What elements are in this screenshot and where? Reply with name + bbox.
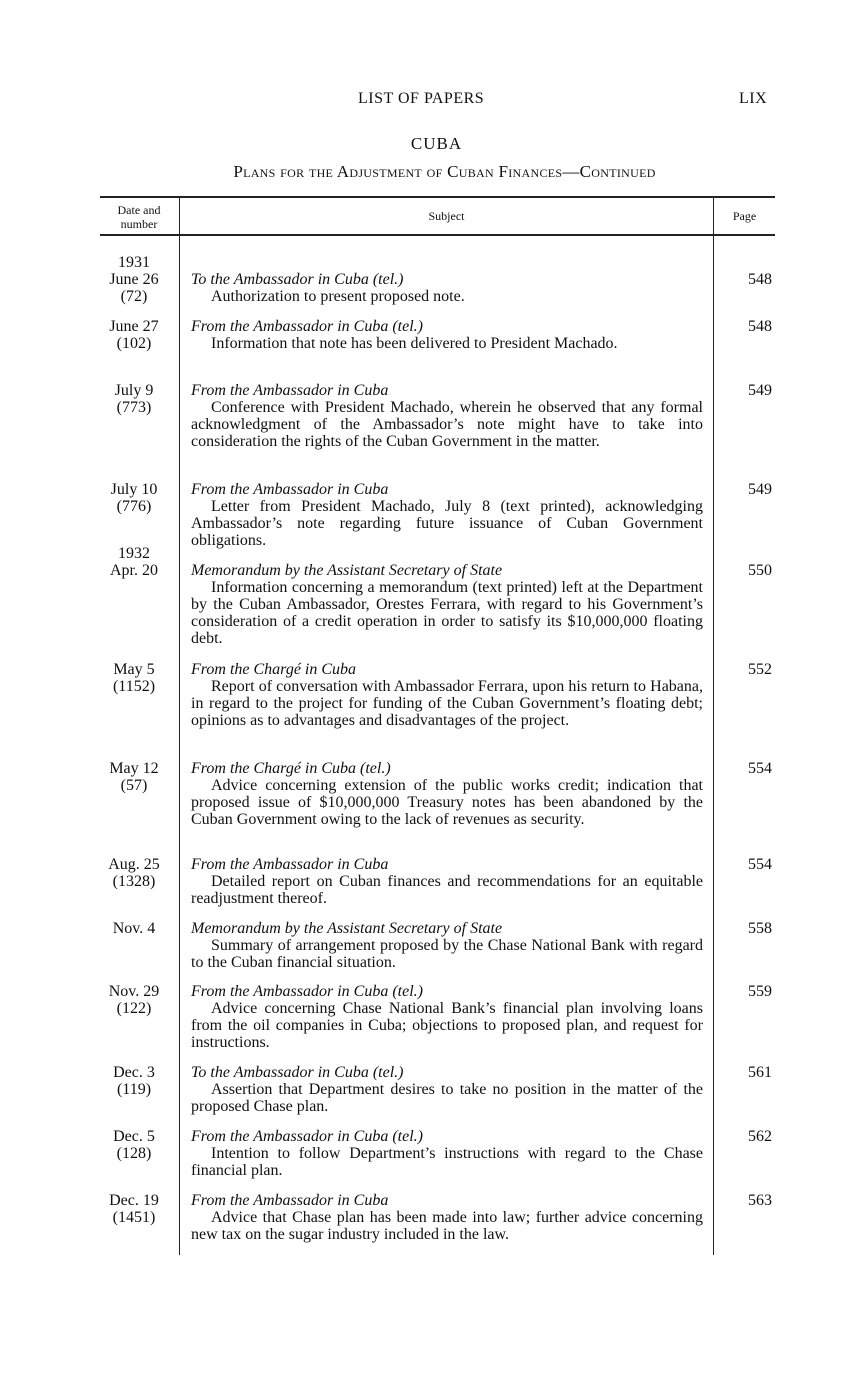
date-column-divider bbox=[179, 197, 180, 1255]
entry-subject bbox=[191, 856, 703, 907]
table-header-rule bbox=[100, 234, 775, 236]
date-line: Dec. 3 bbox=[113, 1064, 155, 1081]
entry-page: 554 bbox=[748, 856, 772, 873]
entry-date bbox=[100, 1128, 168, 1162]
date-line: (72) bbox=[120, 288, 148, 305]
entry-description: Information that note has been delivered to President Machado. bbox=[211, 335, 618, 352]
entry-page: 548 bbox=[748, 318, 772, 335]
subject-column-header: Subject bbox=[428, 209, 465, 223]
entry-page: 552 bbox=[748, 661, 772, 678]
entry-page: 561 bbox=[748, 1064, 772, 1081]
date-line: Nov. 29 bbox=[108, 983, 160, 1000]
entry-description: Information concerning a memorandum (text printed) left at the Department by the Cuban Ambassador, Orestes Ferrara, with regard to his Government’s consideration of a credit operation in order to satisfy its $10,000,000 floating debt. bbox=[191, 579, 703, 647]
running-title: LIST OF PAPERS bbox=[358, 90, 485, 107]
date-line: (57) bbox=[120, 777, 148, 794]
date-line: (119) bbox=[116, 1081, 152, 1098]
page-folio: LIX bbox=[739, 90, 768, 107]
entry-page: 562 bbox=[748, 1128, 772, 1145]
entry-description: Advice concerning extension of the public works credit; indication that proposed issue of $10,000,000 Treasury notes has been abandoned by the Cuban Government owing to the lack of revenues as security. bbox=[191, 777, 703, 828]
entry-subject bbox=[191, 1192, 703, 1243]
entry-title: Memorandum by the Assistant Secretary of State bbox=[191, 562, 503, 579]
date-line: May 5 bbox=[113, 661, 155, 678]
entry-subject bbox=[191, 271, 703, 305]
date-line: 1931 bbox=[118, 254, 150, 271]
entry-title: Memorandum by the Assistant Secretary of State bbox=[191, 920, 503, 937]
entry-page: 548 bbox=[748, 271, 772, 288]
entry-title: From the Chargé in Cuba (tel.) bbox=[191, 760, 391, 777]
entry-date bbox=[100, 1192, 168, 1226]
entry-title: From the Ambassador in Cuba bbox=[191, 382, 389, 399]
entry-title: From the Ambassador in Cuba bbox=[191, 481, 389, 498]
date-line: (102) bbox=[116, 335, 152, 352]
entry-page: 549 bbox=[748, 481, 772, 498]
entry-subject bbox=[191, 481, 703, 549]
entry-date bbox=[100, 983, 168, 1017]
entry-date bbox=[100, 856, 168, 890]
entry-subject bbox=[191, 920, 703, 971]
date-line: Aug. 25 bbox=[108, 856, 160, 873]
date-line: June 27 bbox=[109, 318, 159, 335]
entry-subject bbox=[191, 983, 703, 1051]
date-line: July 10 bbox=[110, 481, 158, 498]
entry-title: From the Ambassador in Cuba (tel.) bbox=[191, 318, 423, 335]
entry-title: From the Ambassador in Cuba bbox=[191, 1192, 389, 1209]
running-head bbox=[0, 90, 855, 112]
date-line: Dec. 5 bbox=[113, 1128, 155, 1145]
page-column-divider bbox=[713, 197, 714, 1255]
entry-page: 558 bbox=[748, 920, 772, 937]
entry-subject bbox=[191, 1064, 703, 1115]
entry-subject bbox=[191, 661, 703, 729]
date-line: June 26 bbox=[109, 271, 159, 288]
entry-title: From the Ambassador in Cuba (tel.) bbox=[191, 983, 423, 1000]
entry-description: Letter from President Machado, July 8 (text printed), acknowledging Ambassador’s note regarding future issuance of Cuban Government obligations. bbox=[191, 498, 703, 549]
date-line: (1451) bbox=[112, 1209, 156, 1226]
entry-description: Conference with President Machado, wherein he observed that any formal acknowledgment of the Ambassador’s note might have to take into consideration the rights of the Cuban Government in the matter. bbox=[191, 399, 703, 450]
entry-subject bbox=[191, 382, 703, 450]
date-line: (122) bbox=[116, 1000, 152, 1017]
entry-title: From the Ambassador in Cuba (tel.) bbox=[191, 1128, 423, 1145]
entry-subject bbox=[191, 1128, 703, 1179]
entry-page: 549 bbox=[748, 382, 772, 399]
entry-page: 559 bbox=[748, 983, 772, 1000]
entry-date bbox=[100, 661, 168, 695]
date-line: (773) bbox=[116, 399, 152, 416]
entry-page: 563 bbox=[748, 1192, 772, 1209]
entry-title: To the Ambassador in Cuba (tel.) bbox=[191, 1064, 404, 1081]
entry-title: To the Ambassador in Cuba (tel.) bbox=[191, 271, 404, 288]
section-title: Plans for the Adjustment of Cuban Finances—Continued bbox=[233, 162, 656, 181]
date-line: Dec. 19 bbox=[109, 1192, 159, 1209]
date-line: May 12 bbox=[109, 760, 159, 777]
entry-title: From the Chargé in Cuba bbox=[191, 661, 357, 678]
entry-date bbox=[100, 254, 168, 305]
entry-description: Advice that Chase plan has been made into law; further advice concerning new tax on the sugar industry included in the law. bbox=[191, 1209, 703, 1243]
entry-description: Advice concerning Chase National Bank’s financial plan involving loans from the oil companies in Cuba; objections to proposed plan, and request for instructions. bbox=[191, 1000, 703, 1051]
date-line: 1932 bbox=[118, 545, 150, 562]
entry-date bbox=[100, 920, 168, 937]
date-line: Nov. 4 bbox=[112, 920, 156, 937]
entry-date bbox=[100, 318, 168, 352]
table-top-rule bbox=[100, 196, 775, 198]
entry-description: Detailed report on Cuban finances and recommendations for an equitable readjustment thereof. bbox=[191, 873, 703, 907]
entry-description: Report of conversation with Ambassador Ferrara, upon his return to Habana, in regard to the project for funding of the Cuban Government’s floating debt; opinions as to advantages and disadvantages of the project. bbox=[191, 678, 703, 729]
entry-subject bbox=[191, 562, 703, 647]
entry-date bbox=[100, 760, 168, 794]
date-line: Apr. 20 bbox=[110, 562, 158, 579]
entry-subject bbox=[191, 760, 703, 828]
entry-date bbox=[100, 382, 168, 416]
entry-page: 550 bbox=[748, 562, 772, 579]
entry-description: Authorization to present proposed note. bbox=[211, 288, 465, 305]
country-heading: CUBA bbox=[410, 134, 463, 153]
entry-description: Assertion that Department desires to take no position in the matter of the proposed Chase plan. bbox=[191, 1081, 703, 1115]
entry-date bbox=[100, 481, 168, 515]
entry-date bbox=[100, 545, 168, 579]
date-line: (776) bbox=[116, 498, 152, 515]
entry-description: Summary of arrangement proposed by the Chase National Bank with regard to the Cuban financial situation. bbox=[191, 937, 703, 971]
date-column-header: Date and number bbox=[117, 203, 161, 231]
date-line: July 9 bbox=[114, 382, 154, 399]
entry-title: From the Ambassador in Cuba bbox=[191, 856, 389, 873]
entry-subject bbox=[191, 318, 703, 352]
entry-page: 554 bbox=[748, 760, 772, 777]
date-line: (1328) bbox=[112, 873, 156, 890]
date-line: (1152) bbox=[112, 678, 156, 695]
entry-date bbox=[100, 1064, 168, 1098]
page-column-header: Page bbox=[732, 209, 757, 223]
date-line: (128) bbox=[116, 1145, 152, 1162]
entry-description: Intention to follow Department’s instructions with regard to the Chase financial plan. bbox=[191, 1145, 703, 1179]
